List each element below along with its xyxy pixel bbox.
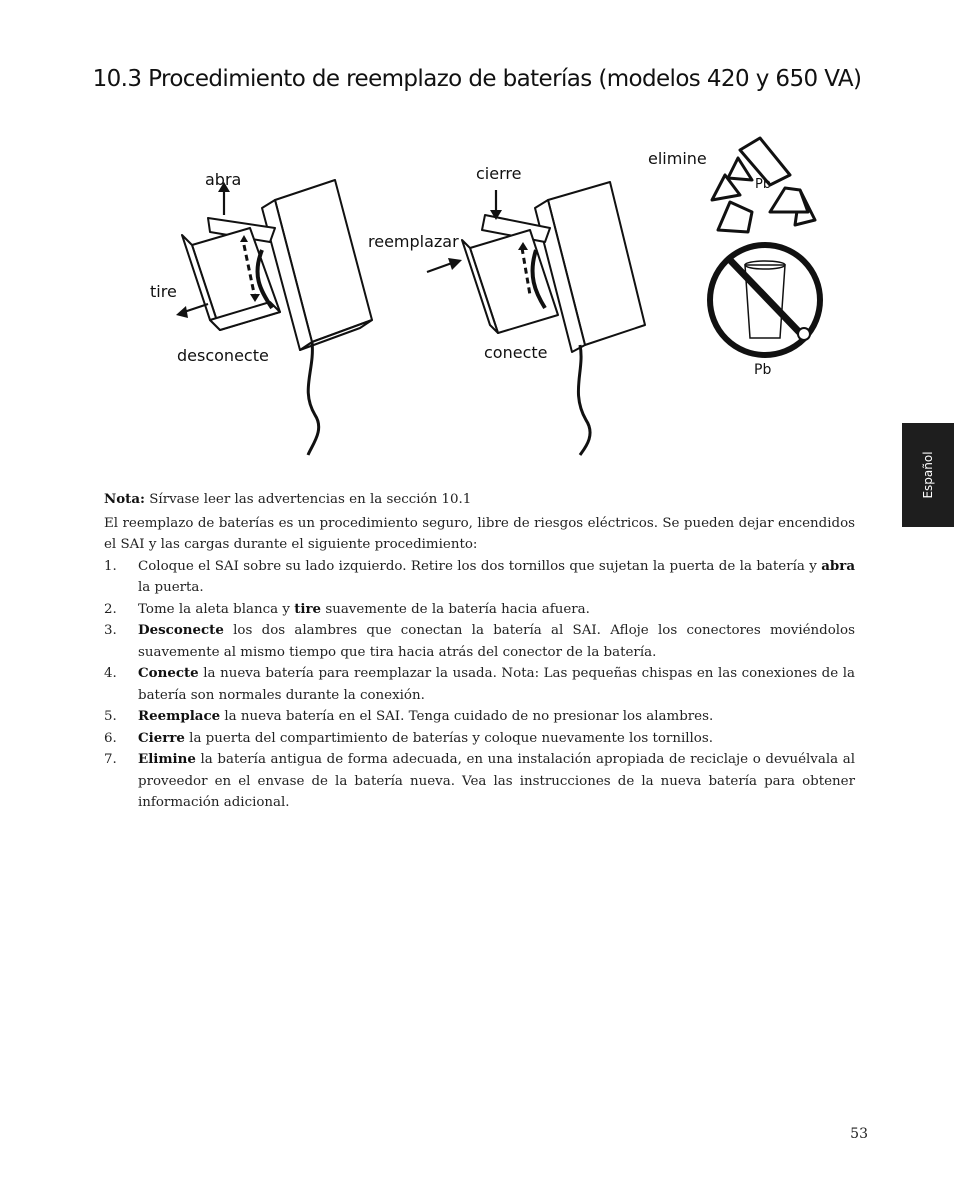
step-keyword: abra bbox=[821, 557, 855, 574]
step-text: los dos alambres que conectan la batería al SAI. Afloje los conectores moviéndolos suavemente al mismo tiempo que tira hacia atrás del conector de la batería. bbox=[138, 623, 855, 660]
label-desconecte: desconecte bbox=[177, 346, 269, 365]
language-tab bbox=[902, 423, 954, 527]
step-keyword: Desconecte bbox=[138, 622, 224, 638]
page-number: 53 bbox=[850, 1126, 868, 1142]
step-text: Tome la aleta blanca y bbox=[138, 601, 295, 617]
step-text: la batería antigua de forma adecuada, en una instalación apropiada de reciclaje o devuélvala al proveedor en el envase de la batería nueva. Vea las instrucciones de la nueva batería para obtener información adicional. bbox=[138, 752, 855, 810]
battery-replacement-figure bbox=[140, 130, 840, 470]
step-number: 1. bbox=[104, 558, 117, 574]
step-text: la nueva batería en el SAI. Tenga cuidado de no presionar los alambres. bbox=[220, 709, 714, 724]
step-text: la puerta. bbox=[138, 580, 204, 595]
steps-list bbox=[104, 556, 855, 814]
step-text: la nueva batería para reemplazar la usada. Nota: Las pequeñas chispas en las conexiones de la batería son normales durante la conexión. bbox=[138, 666, 855, 703]
label-pb-bin: Pb bbox=[754, 362, 772, 378]
ups-open-illustration bbox=[182, 180, 372, 350]
step-keyword: Elimine bbox=[138, 751, 196, 767]
step-keyword: Cierre bbox=[138, 729, 185, 746]
page-title: 10.3 Procedimiento de reemplazo de baterías (modelos 420 y 650 VA) bbox=[92, 66, 862, 92]
intro-paragraph: El reemplazo de baterías es un procedimiento seguro, libre de riesgos eléctricos. Se pueden dejar encendidos el SAI y las cargas durante el siguiente procedimiento: bbox=[104, 515, 855, 552]
label-cierre: cierre bbox=[476, 164, 522, 183]
step-item bbox=[104, 599, 855, 621]
ups-closed-illustration bbox=[462, 182, 645, 352]
step-item bbox=[104, 706, 855, 728]
step-number: 4. bbox=[104, 666, 117, 681]
step-keyword: tire bbox=[294, 600, 322, 617]
step-number: 3. bbox=[104, 623, 117, 638]
step-number: 7. bbox=[104, 752, 117, 767]
step-item bbox=[104, 556, 855, 599]
step-number: 5. bbox=[104, 709, 117, 724]
note bbox=[104, 489, 855, 511]
step-keyword: Reemplace bbox=[138, 708, 221, 724]
note-text: Sírvase leer las advertencias en la sección 10.1 bbox=[144, 492, 472, 507]
label-conecte: conecte bbox=[484, 343, 548, 362]
label-reemplazar: reemplazar bbox=[368, 232, 459, 251]
step-number: 2. bbox=[104, 601, 117, 617]
step-text: la puerta del compartimiento de baterías y coloque nuevamente los tornillos. bbox=[184, 730, 713, 746]
step-item bbox=[104, 728, 855, 750]
label-elimine: elimine bbox=[648, 149, 707, 168]
note-label: Nota: bbox=[104, 491, 145, 507]
instructions bbox=[104, 489, 855, 814]
step-number: 6. bbox=[104, 730, 117, 746]
step-text: suavemente de la batería hacia afuera. bbox=[321, 601, 590, 617]
step-keyword: Conecte bbox=[138, 665, 199, 681]
step-text: Coloque el SAI sobre su lado izquierdo. Retire los dos tornillos que sujetan la puerta de la batería y bbox=[138, 558, 822, 574]
language-tab-label: Español bbox=[921, 451, 935, 499]
step-item bbox=[104, 620, 855, 663]
label-tire: tire bbox=[150, 282, 177, 301]
label-abra: abra bbox=[205, 170, 242, 189]
step-item bbox=[104, 749, 855, 814]
label-pb-recycle: Pb bbox=[755, 177, 772, 192]
step-item bbox=[104, 663, 855, 706]
no-trash-icon bbox=[710, 245, 820, 355]
